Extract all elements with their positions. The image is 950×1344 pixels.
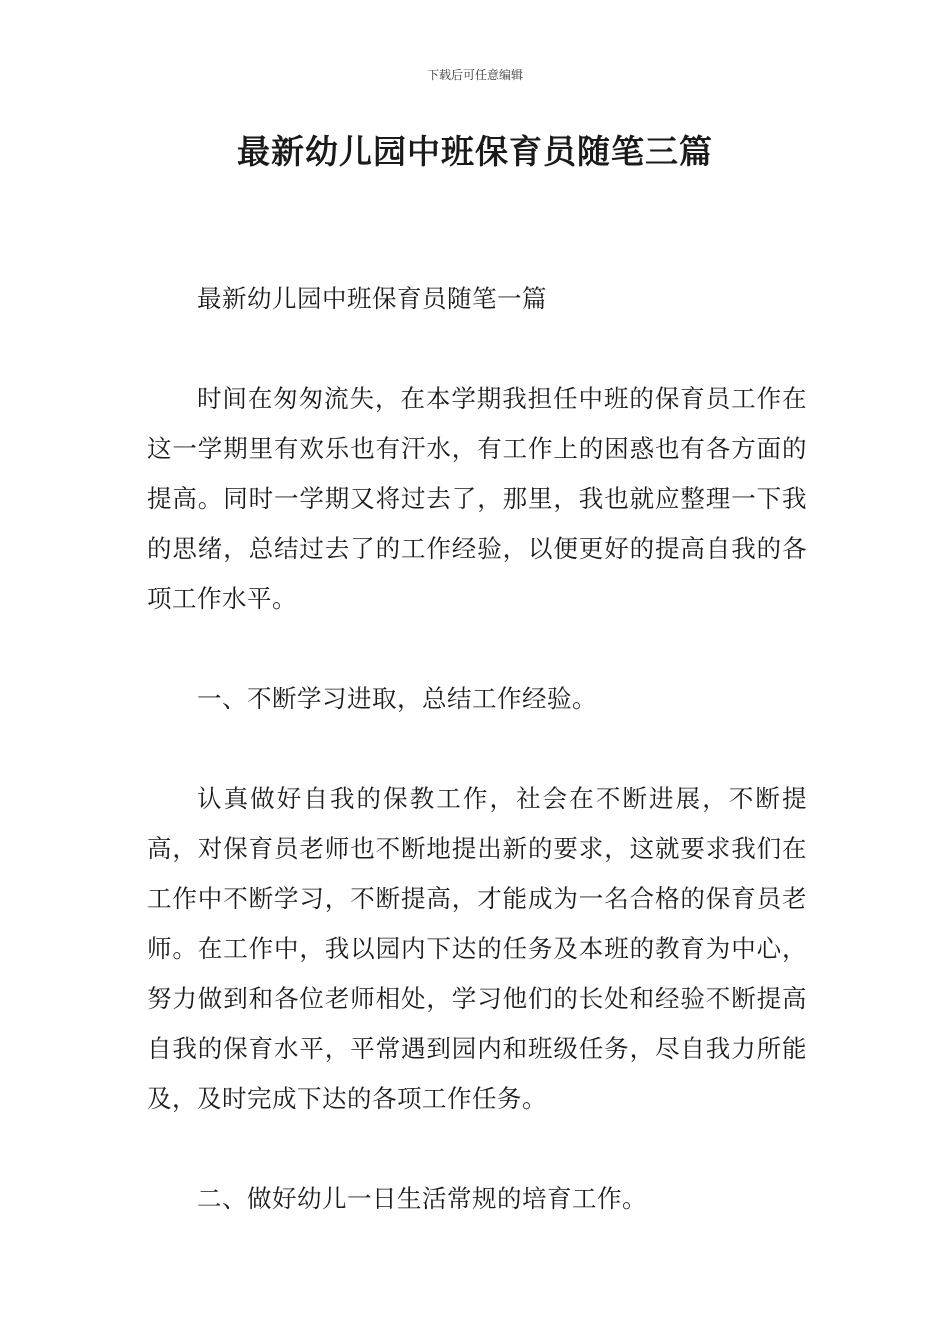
- paragraph-gap: [147, 1124, 807, 1174]
- subheading-2: 二、做好幼儿一日生活常规的培育工作。: [197, 1184, 647, 1213]
- document-title: 最新幼儿园中班保育员随笔三篇: [237, 132, 713, 171]
- section-heading-1: 最新幼儿园中班保育员随笔一篇: [197, 284, 547, 313]
- body-paragraph-1: 时间在匆匆流失，在本学期我担任中班的保育员工作在这一学期里有欢乐也有汗水，有工作上的困惑也有各方面的提高。同时一学期又将过去了，那里，我也就应整理一下我的思绪，总结过去了的工作经验，以便更好的提高自我的各项工作水平。: [147, 384, 807, 613]
- document-body: [147, 274, 807, 1224]
- body-paragraph-2: 认真做好自我的保教工作，社会在不断进展，不断提高，对保育员老师也不断地提出新的要求，这就要求我们在工作中不断学习，不断提高，才能成为一名合格的保育员老师。在工作中，我以园内下达的任务及本班的教育为中心，努力做到和各位老师相处，学习他们的长处和经验不断提高自我的保育水平，平常遇到园内和班级任务，尽自我力所能及，及时完成下达的各项工作任务。: [147, 784, 807, 1113]
- header-note: 下载后可任意编辑: [426, 68, 523, 82]
- paragraph-gap: [147, 324, 807, 374]
- subheading-1: 一、不断学习进取，总结工作经验。: [197, 684, 597, 713]
- paragraph-gap: [147, 624, 807, 674]
- paragraph-gap: [147, 724, 807, 774]
